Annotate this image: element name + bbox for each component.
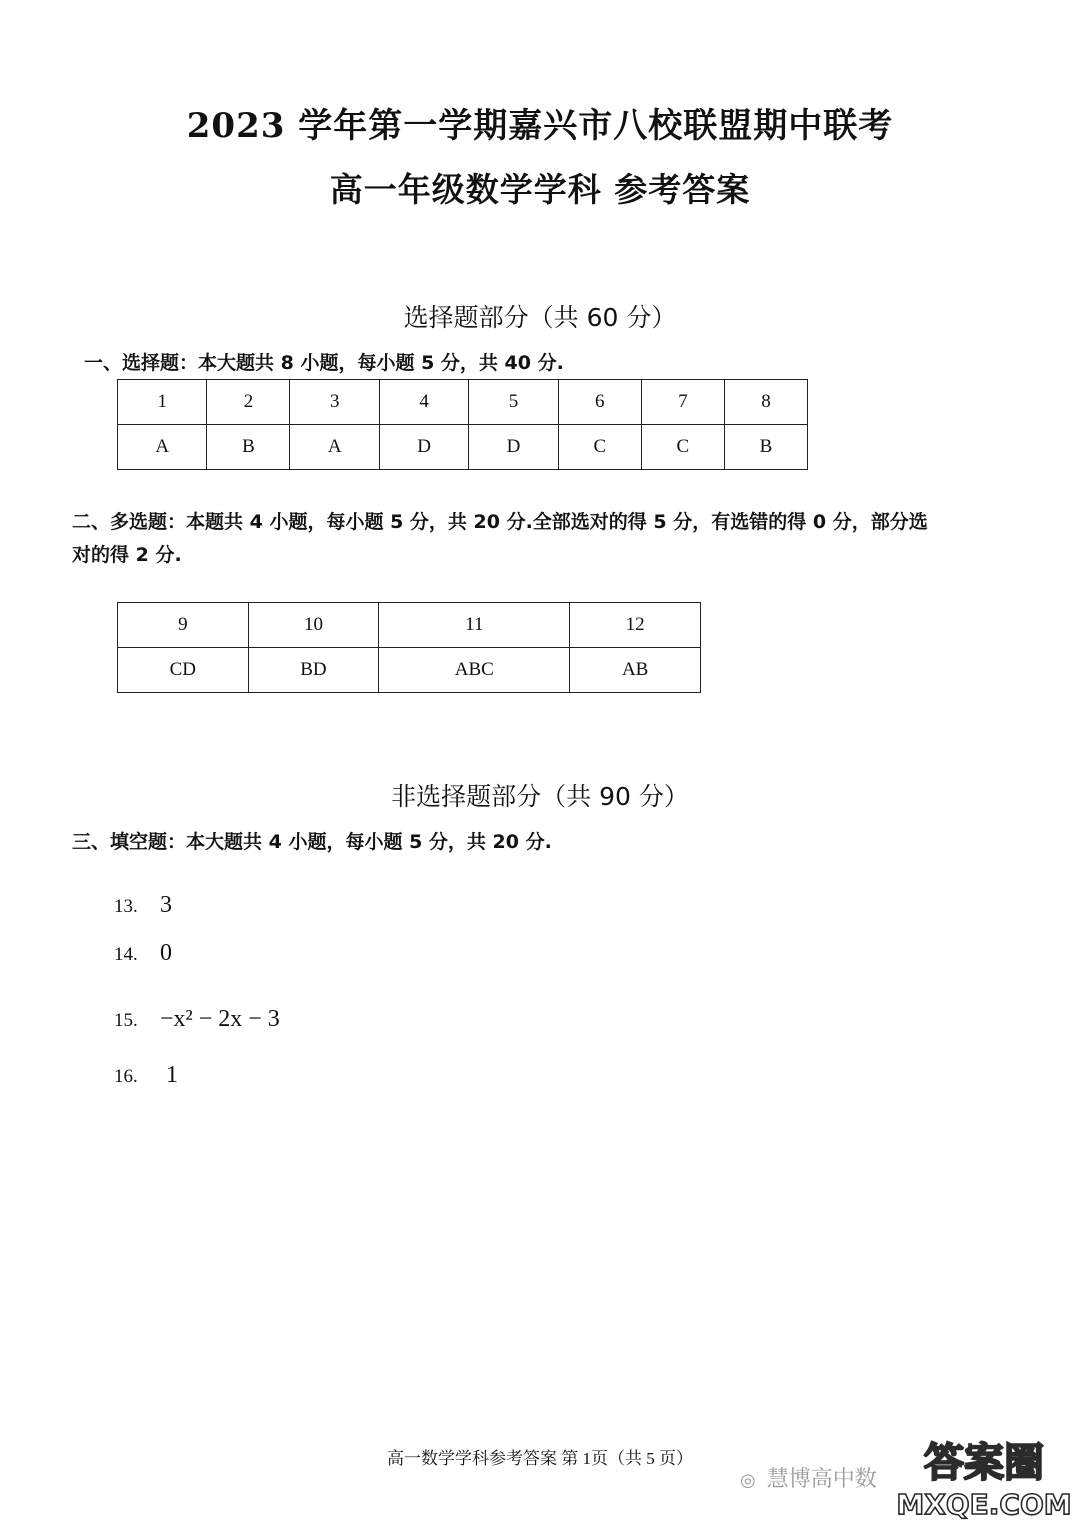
table-cell: 5 <box>469 380 558 425</box>
table-cell: AB <box>570 648 701 693</box>
table-cell: BD <box>248 648 379 693</box>
table-row-answers <box>118 648 701 693</box>
wechat-icon: ◎ <box>740 1470 756 1491</box>
table-cell: B <box>724 425 807 470</box>
logo-top-text: 答案圈 <box>924 1440 1044 1486</box>
table-cell: 10 <box>248 603 379 648</box>
page-subtitle: 高一年级数学学科 参考答案 <box>329 170 751 209</box>
table-cell: 8 <box>724 380 807 425</box>
table-row-numbers <box>118 380 808 425</box>
list-item <box>114 892 172 919</box>
logo-bottom-text: MXQE.COM <box>898 1488 1072 1521</box>
list-item <box>114 1062 178 1089</box>
table-cell: A <box>118 425 207 470</box>
item-answer: −x² − 2x − 3 <box>160 1006 280 1032</box>
item-number: 15. <box>114 1010 138 1031</box>
part1-heading: 一、选择题：本大题共 8 小题，每小题 5 分，共 40 分. <box>84 352 564 374</box>
page-title: 2023 学年第一学期嘉兴市八校联盟期中联考 <box>186 106 894 146</box>
section-heading-choice: 选择题部分（共 60 分） <box>403 303 677 332</box>
logo-graphic <box>898 1418 1080 1526</box>
table-cell: 1 <box>118 380 207 425</box>
table-cell: 6 <box>558 380 641 425</box>
table-cell: ABC <box>379 648 570 693</box>
table-cell: 2 <box>207 380 290 425</box>
table-cell: CD <box>118 648 249 693</box>
table-row-numbers <box>118 603 701 648</box>
part2-heading-line1: 二、多选题：本题共 4 小题，每小题 5 分，共 20 分.全部选对的得 5 分，有选错的得 0 分，部分选 <box>72 511 928 533</box>
table-row-answers <box>118 425 808 470</box>
part2-answer-table <box>117 602 701 693</box>
watermark-wechat-text: 慧博高中数 <box>766 1467 877 1492</box>
table-cell: D <box>469 425 558 470</box>
item-number: 16. <box>114 1066 138 1087</box>
list-item <box>114 1006 280 1033</box>
table-cell: B <box>207 425 290 470</box>
item-number: 13. <box>114 896 138 917</box>
item-answer: 1 <box>166 1062 178 1088</box>
table-cell: 9 <box>118 603 249 648</box>
table-cell: C <box>641 425 724 470</box>
table-cell: C <box>558 425 641 470</box>
table-cell: 4 <box>379 380 468 425</box>
item-number: 14. <box>114 944 138 965</box>
table-cell: D <box>379 425 468 470</box>
watermark-logo <box>898 1418 1080 1526</box>
part1-answer-table <box>117 379 808 470</box>
page-footer: 高一数学学科参考答案 第 1页（共 5 页） <box>387 1449 693 1468</box>
table-cell: 7 <box>641 380 724 425</box>
watermark-wechat <box>740 1462 877 1493</box>
table-cell: A <box>290 425 379 470</box>
table-cell: 12 <box>570 603 701 648</box>
list-item <box>114 940 172 967</box>
section-heading-nonchoice: 非选择题部分（共 90 分） <box>391 782 689 811</box>
table-cell: 3 <box>290 380 379 425</box>
item-answer: 3 <box>160 892 172 918</box>
table-cell: 11 <box>379 603 570 648</box>
part3-heading: 三、填空题：本大题共 4 小题，每小题 5 分，共 20 分. <box>72 831 552 853</box>
item-answer: 0 <box>160 940 172 966</box>
part2-heading-line2: 对的得 2 分. <box>72 544 182 566</box>
